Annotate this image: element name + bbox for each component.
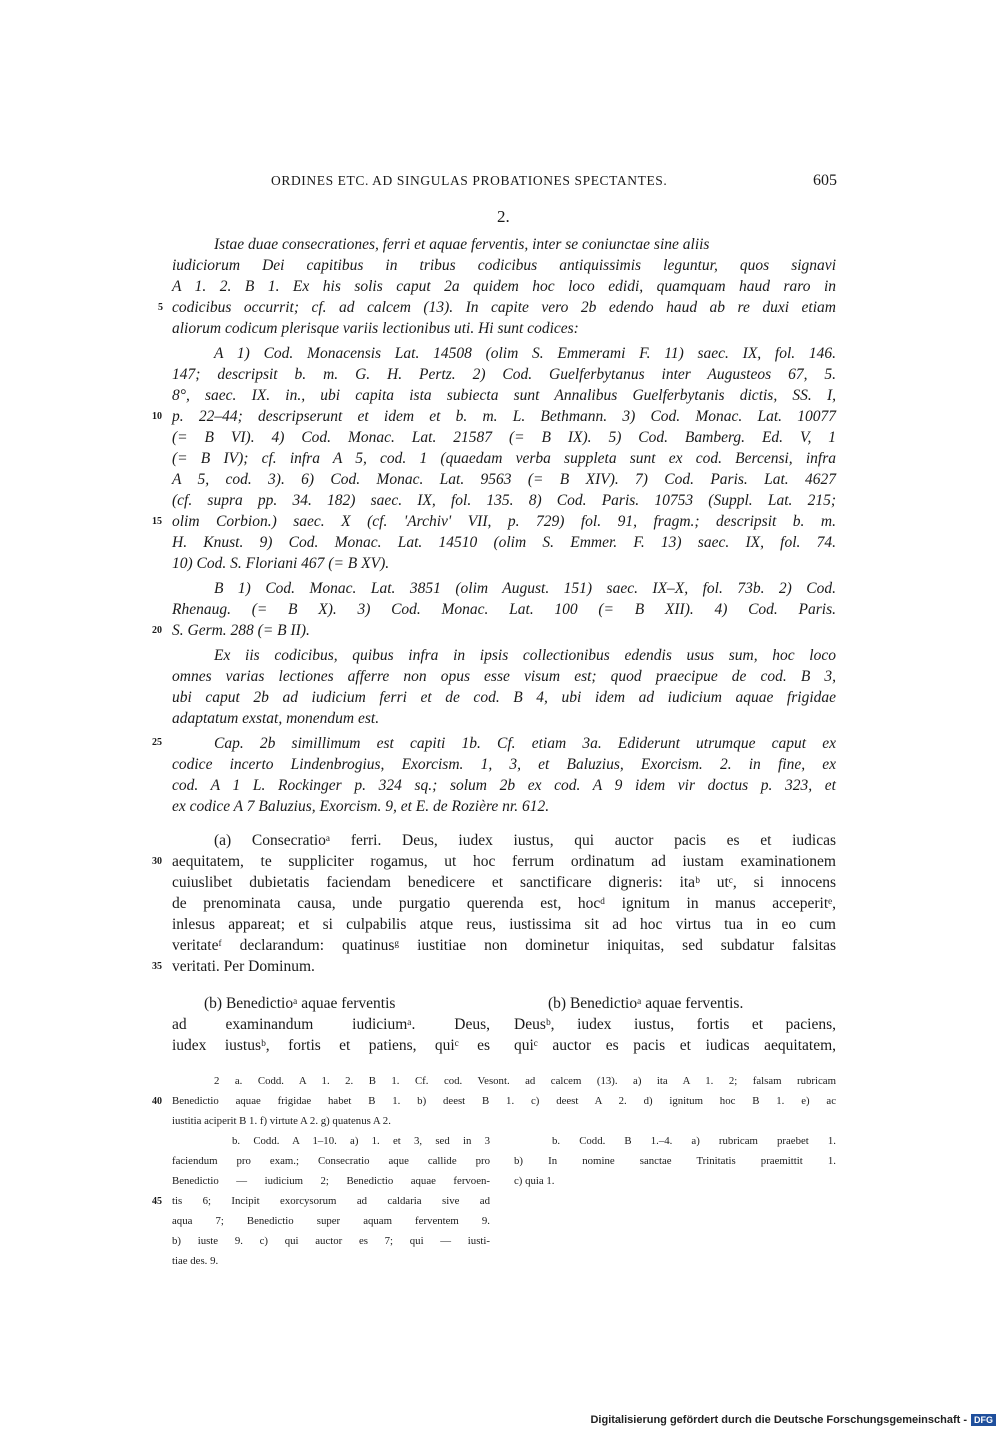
text-a-line: inlesus appareat; et si culpabilis atque reus, iustissima sit ad hoc virtus tua in eo cum [172, 916, 836, 933]
text-b-left-line: iudex iustusᵇ, fortis et patiens, quiᶜ es [172, 1037, 490, 1054]
text-b-right-line: Deusᵇ, iudex iustus, fortis et paciens, [514, 1016, 836, 1033]
footnote-b-left-line: b. Codd. A 1–10. a) 1. et 3, sed in 3 [232, 1135, 490, 1147]
note-cap-line: cod. A 1 L. Rockinger p. 324 sq.; solum 2b ex cod. A 9 idem vir doctus p. 323, et [172, 777, 836, 794]
text-a-line: veritati. Per Dominum. [172, 958, 315, 975]
line-number: 45 [152, 1196, 162, 1207]
text-a-line: veritateᶠ declarandum: quatinusᵍ iustitiae non dominetur iniquitas, sed subdatur falsitas [172, 937, 836, 954]
codex-line: 147; descripsit b. m. G. H. Pertz. 2) Cod. Guelferbytanus inter Augusteos 67, 5. [172, 366, 836, 383]
text-b-left-line: (b) Benedictioᵃ aquae ferventis [204, 995, 396, 1012]
codex-line: (= B IV); cf. infra A 5, cod. 1 (quaedam verba suppleta sunt ex cod. Bercensi, infra [172, 450, 836, 467]
line-number: 20 [152, 625, 162, 636]
codex-line: A 1) Cod. Monacensis Lat. 14508 (olim S. Emmerami F. 11) saec. IX, fol. 146. [214, 345, 836, 362]
footnote-b-right-line: b) In nomine sanctae Trinitatis praemittit 1. [514, 1155, 836, 1167]
page-number: 605 [813, 172, 837, 189]
intro-line: codicibus occurrit; cf. ad calcem (13). In capite vero 2b edendo haud ab re duxi etiam [172, 299, 836, 316]
codex-line: olim Corbion.) saec. X (cf. 'Archiv' VII, p. 729) fol. 91, fragm.; descripsit b. m. [172, 513, 836, 530]
footnote-b-left-line: tiae des. 9. [172, 1255, 219, 1267]
text-b-left-line: ad examinandum iudiciumᵃ. Deus, [172, 1016, 490, 1033]
footnote-b-left-line: tis 6; Incipit exorcysorum ad caldaria sive ad [172, 1195, 490, 1207]
note-cap-line: codice incerto Lindenbrogius, Exorcism. 1, 3, et Baluzius, Exorcism. 2. in fine, ex [172, 756, 836, 773]
codex-line: (cf. supra pp. 34. 182) saec. IX, fol. 135. 8) Cod. Paris. 10753 (Suppl. Lat. 215; [172, 492, 836, 509]
note-cap-line: Cap. 2b simillimum est capiti 1b. Cf. etiam 3a. Ediderunt utrumque caput ex [214, 735, 836, 752]
codex-line: (= B VI). 4) Cod. Monac. Lat. 21587 (= B IX). 5) Cod. Bamberg. Ed. V, 1 [172, 429, 836, 446]
text-a-line: aequitatem, te suppliciter rogamus, ut hoc ferrum ordinatum ad iustam examinationem [172, 853, 836, 870]
codex-line: H. Knust. 9) Cod. Monac. Lat. 14510 (olim S. Emmer. F. 13) saec. IX, fol. 74. [172, 534, 836, 551]
note-cap-line: ex codice A 7 Baluzius, Exorcism. 9, et E. de Rozière nr. 612. [172, 798, 550, 815]
footnote-b-left-line: b) iuste 9. c) qui auctor es 7; qui — iusti- [172, 1235, 490, 1247]
running-head: ORDINES ETC. AD SINGULAS PROBATIONES SPECTANTES. [271, 173, 668, 188]
intro-line: aliorum codicum plerisque variis lectionibus uti. Hi sunt codices: [172, 320, 579, 337]
footnote-b-right-line: c) quia 1. [514, 1175, 555, 1187]
codex-line: 8°, saec. IX. in., ubi capita ista subiecta sunt Annalibus Guelferbytanis dictis, SS. I, [172, 387, 836, 404]
digitization-footer [590, 1414, 996, 1426]
note-line: omnes varias lectiones afferre non opus esse visum est; quod praecipue de cod. B 3, [172, 668, 836, 685]
line-number: 30 [152, 856, 162, 867]
footnote-b-left-line: aqua 7; Benedictio super aquam ferventem 9. [172, 1215, 490, 1227]
note-line: ubi caput 2b ad iudicium ferri et de cod. B 4, ubi idem ad iudicium aquae frigidae [172, 689, 836, 706]
footnote-b-left-line: Benedictio — iudicium 2; Benedictio aquae fervoen- [172, 1175, 490, 1187]
line-number: 5 [158, 302, 163, 313]
intro-line: A 1. 2. B 1. Ex his solis caput 2a quidem hoc loco edidi, quamquam haud raro in [172, 278, 836, 295]
text-a-line: cuiuslibet dubietatis faciendam benedicere et sanctificare digneris: itaᵇ utᶜ, si innocens [172, 874, 836, 891]
intro-line: iudiciorum Dei capitibus in tribus codicibus antiquissimis leguntur, quos signavi [172, 257, 836, 274]
section-number: 2. [497, 207, 510, 226]
dfg-logo: DFG [971, 1414, 996, 1426]
footnote-a-line: 2 a. Codd. A 1. 2. B 1. Cf. cod. Vesont. ad calcem (13). a) ita A 1. 2; falsam rubricam [214, 1075, 836, 1087]
line-number: 25 [152, 737, 162, 748]
codex-b-line: B 1) Cod. Monac. Lat. 3851 (olim August. 151) saec. IX–X, fol. 73b. 2) Cod. [214, 580, 836, 597]
footnote-a-line: iustitia aciperit B 1. f) virtute A 2. g) quatenus A 2. [172, 1115, 391, 1127]
intro-line: Istae duae consecrationes, ferri et aquae ferventis, inter se coniunctae sine aliis [214, 236, 710, 253]
line-number: 15 [152, 516, 162, 527]
note-line: Ex iis codicibus, quibus infra in ipsis collectionibus edendis usus sum, hoc loco [214, 647, 836, 664]
text-b-right-line: quiᶜ auctor es pacis et iudicas aequitatem, [514, 1037, 836, 1054]
note-line: adaptatum exstat, monendum est. [172, 710, 380, 727]
text-b-right-line: (b) Benedictioᵃ aquae ferventis. [548, 995, 744, 1012]
codex-b-line: S. Germ. 288 (= B II). [172, 622, 310, 639]
footnote-a-line: Benedictio aquae frigidae habet B 1. b) deest B 1. c) deest A 2. d) ignitum hoc B 1. e) ac [172, 1095, 836, 1107]
footnote-b-right-line: b. Codd. B 1.–4. a) rubricam praebet 1. [552, 1135, 836, 1147]
text-a-line: de prenominata causa, unde purgatio querenda est, hocᵈ ignitum in manus acceperitᵉ, [172, 895, 836, 912]
codex-line: p. 22–44; descripserunt et idem et b. m. L. Bethmann. 3) Cod. Monac. Lat. 10077 [172, 408, 836, 425]
line-number: 40 [152, 1096, 162, 1107]
codex-line: A 5, cod. 3). 6) Cod. Monac. Lat. 9563 (= B XIV). 7) Cod. Paris. Lat. 4627 [172, 471, 836, 488]
text-a-line: (a) Consecratioᵃ ferri. Deus, iudex iustus, qui auctor pacis es et iudicas [214, 832, 836, 849]
codex-line: 10) Cod. S. Floriani 467 (= B XV). [172, 555, 390, 572]
footnote-b-left-line: faciendum pro exam.; Consecratio aque callide pro [172, 1155, 490, 1167]
line-number: 35 [152, 961, 162, 972]
footer-text: Digitalisierung gefördert durch die Deutsche Forschungsgemeinschaft - [590, 1414, 967, 1426]
codex-b-line: Rhenaug. (= B X). 3) Cod. Monac. Lat. 100 (= B XII). 4) Cod. Paris. [172, 601, 836, 618]
line-number: 10 [152, 411, 162, 422]
